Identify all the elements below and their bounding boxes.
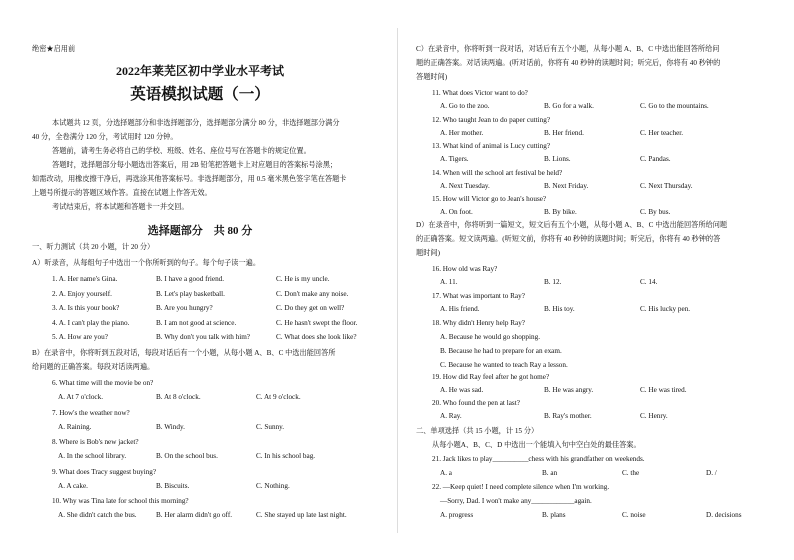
option: C. In his school bag. [256,452,316,460]
option: B. Windy. [156,422,185,431]
option: C. Do they get on well? [276,304,345,312]
option: C. His lucky pen. [640,305,691,313]
part1-heading: 一、听力测试（共 20 小题，计 20 分） [32,243,155,251]
part-d-instruction: 的正确答案。短文读两遍。(听短文前，你将有 40 秒钟的读题时间；听完后，你将有 40 秒钟的答 [416,235,721,243]
instruction-line: 40 分，全卷满分 120 分，考试用时 120 分钟。 [32,133,178,141]
option: B. On the school bus. [156,452,218,460]
option: B. Because he had to prepare for an exam. [440,347,562,355]
option: A. At 7 o'clock. [58,393,104,401]
option: B. By bike. [544,208,577,216]
left-column [30,0,380,560]
instruction-line: 本试题共 12 页，分选择题部分和非选择题部分，选择题部分满分 80 分，非选择题部分满分 [52,119,340,127]
question-row: 3. A. Is this your book? [52,304,120,312]
part-d-instruction: 题时间) [416,249,440,257]
right-column [414,0,774,560]
option: C. Go to the mountains. [640,102,709,110]
question: 11. What does Victor want to do? [432,89,528,97]
question: 6. What time will the movie be on? [52,379,154,387]
option: B. He was angry. [544,386,594,394]
part-c-instruction: 答题时间) [416,73,448,81]
option: D. / [706,469,717,477]
option: A. His friend. [440,305,480,313]
option: A. progress [440,511,474,519]
part-b-instruction: B）在录音中，你将听到五段对话，每段对话后有一个小题，从每小题 A、B、C 中选出能回答所 [32,349,336,357]
question-row: 2. A. Enjoy yourself. [52,289,112,298]
option: A. A cake. [58,481,88,490]
exam-subtitle: 英语模拟试题（一） [130,86,270,103]
option: A. In the school library. [58,452,127,460]
option: B. I am not good at science. [156,318,237,327]
option: A. He was sad. [440,386,484,394]
option: C. the [622,469,640,477]
option: C. Because he wanted to teach Ray a lesson. [440,361,568,369]
option: B. Her alarm didn't go off. [156,511,233,519]
option: C. At 9 o'clock. [256,393,301,401]
option: B. Lions. [544,155,571,163]
question: 13. What kind of animal is Lucy cutting? [432,142,551,150]
option: B. Biscuits. [156,481,190,490]
instruction-line: 答题时，选择题部分每小题选出答案后，用 2B 铅笔把答题卡上对应题目的答案标号涂黑； [52,161,338,169]
question: 7. How's the weather now? [52,408,130,417]
option: B. Let's play basketball. [156,289,225,298]
part-b-instruction: 给问题的正确答案。每段对话读两遍。 [32,363,155,371]
part-c-instruction: C）在录音中，你将听到一段对话，对话后有五个小题，从每小题 A、B、C 中选出能回答所给问 [416,45,720,53]
option: B. an [542,469,558,477]
option: A. Go to the zoo. [440,102,490,110]
section-title: 选择题部分 共 80 分 [147,225,253,237]
option: B. Are you hungry? [156,304,213,312]
part-c-instruction: 题的正确答案。对话读两遍。(听对话前，你将有 40 秒钟的读题时间；听完后，你将有 40 秒钟的 [416,59,721,67]
option: C. Her teacher. [640,128,684,137]
question: 17. What was important to Ray? [432,292,525,300]
question-21: 21. Jack likes to play__________chess with his grandfather on weekends. [432,455,645,463]
part-a-instruction: A）听录音，从每组句子中选出一个你所听到的句子。每个句子读一遍。 [32,259,261,267]
instruction-line: 如需改动，用橡皮擦干净后，再选涂其他答案标号。非选择题部分，用 0.5 毫米黑色签字笔在答题卡 [32,175,347,183]
question: 9. What does Tracy suggest buying? [52,467,157,476]
instruction-line: 答题前，请考生务必将自己的学校、班级、姓名、座位号写在答题卡的规定位置。 [52,147,311,155]
option: C. Sunny. [256,422,285,431]
option: C. He is my uncle. [276,275,330,283]
option: D. decisions [706,511,742,519]
question-18: 18. Why didn't Henry help Ray? [432,319,525,327]
question: 12. Who taught Jean to do paper cutting? [432,115,551,124]
option: A. On foot. [440,208,473,216]
option: C. What does she look like? [276,333,357,341]
option: B. plans [542,511,566,519]
option: C. Next Thursday. [640,181,693,190]
option: B. His toy. [544,305,575,313]
option: C. She stayed up late last night. [256,511,347,519]
question: 10. Why was Tina late for school this morning? [52,497,189,505]
option: A. 11. [440,278,458,286]
option: A. a [440,469,452,477]
question-22-reply: —Sorry, Dad. I won't make any____________again. [440,497,592,505]
part-d-instruction: D）在录音中，你将听到一篇短文，短文后有五个小题，从每小题 A、B、C 中选出能回答所给问题 [416,221,728,229]
option: C. Henry. [640,412,668,420]
option: A. Because he would go shopping. [440,333,541,341]
column-divider [397,28,398,533]
question: 19. How did Ray feel after he got home? [432,373,550,381]
option: B. Go for a walk. [544,102,594,110]
question-row: 5. A. How are you? [52,333,108,341]
question-22: 22. —Keep quiet! I need complete silence when I'm working. [432,483,610,491]
option: B. Ray's mother. [544,412,592,420]
question: 14. When will the school art festival be held? [432,168,563,177]
option: C. He was tired. [640,386,687,394]
option: C. Pandas. [640,155,671,163]
option: A. Raining. [58,422,92,431]
part2-heading: 二、单项选择（共 15 小题，计 15 分） [416,427,539,435]
option: A. Ray. [440,412,462,420]
question-row: 1. A. Her name's Gina. [52,275,118,283]
option: B. Her friend. [544,128,584,137]
instruction-line: 上题号所提示的答题区域作答。直接在试题上作答无效。 [32,189,212,197]
option: C. 14. [640,278,658,286]
option: A. Her mother. [440,128,484,137]
question: 8. Where is Bob's new jacket? [52,438,139,446]
exam-title: 2022年莱芜区初中学业水平考试 [115,64,284,78]
option: B. At 8 o'clock. [156,393,201,401]
option: B. 12. [544,278,562,286]
question-row: 4. A. I can't play the piano. [52,318,130,327]
option: B. I have a good friend. [156,275,225,283]
question: 16. How old was Ray? [432,265,498,273]
option: C. Don't make any noise. [276,289,349,298]
option: C. He hasn't swept the floor. [276,318,358,327]
option: B. Why don't you talk with him? [156,333,250,341]
option: C. By bus. [640,208,671,216]
option: A. Next Tuesday. [440,181,490,190]
option: B. Next Friday. [544,181,589,190]
option: C. noise [622,511,646,519]
question: 15. How will Victor go to Jean's house? [432,195,547,203]
option: C. Nothing. [256,481,290,490]
option: A. Tigers. [440,155,469,163]
option: A. She didn't catch the bus. [58,511,137,519]
part2-instruction: 从每小题A、B、C、D 中选出一个能填入句中空白处的最佳答案。 [432,441,641,449]
question: 20. Who found the pen at last? [432,399,520,407]
instruction-line: 考试结束后，将本试题和答题卡一并交回。 [52,203,189,211]
secret-label: 绝密★启用前 [32,45,76,53]
